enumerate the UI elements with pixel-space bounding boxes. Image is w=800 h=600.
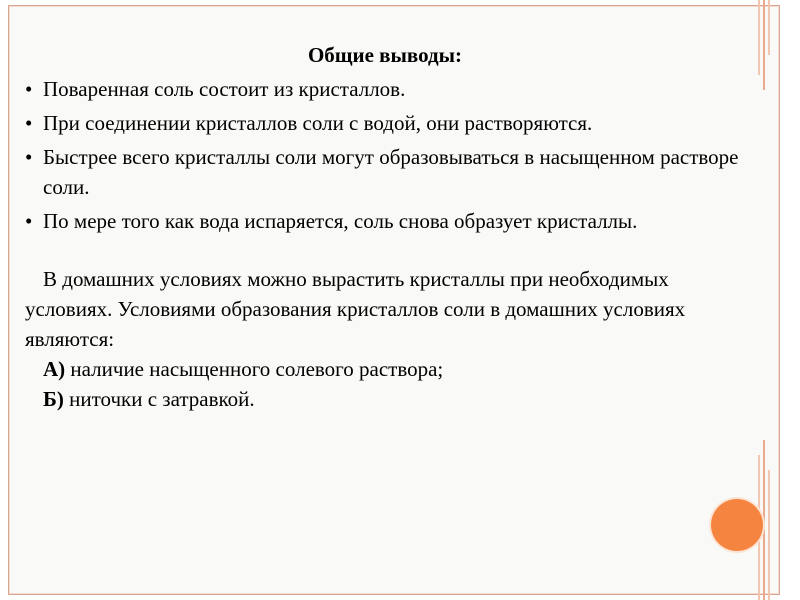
stripe-bottom-3	[768, 470, 770, 600]
list-item: • При соединении кристаллов соли с водой, они растворяются.	[25, 108, 745, 138]
option-a-label: А)	[43, 357, 66, 381]
list-item: • По мере того как вода испаряется, соль снова образует кристаллы.	[25, 206, 745, 236]
stripe-top-3	[768, 0, 770, 55]
list-item: • Быстрее всего кристаллы соли могут образовываться в насыщенном растворе соли.	[25, 142, 745, 202]
list-item: • Поваренная соль состоит из кристаллов.	[25, 74, 745, 104]
option-b-label: Б)	[43, 387, 64, 411]
home-conditions-paragraph: В домашних условиях можно вырастить кристаллы при необходимых условиях. Условиями образования кристаллов соли в домашних условиях являются:	[25, 267, 686, 351]
slide-content	[25, 40, 745, 414]
option-a-text: наличие насыщенного солевого раствора;	[65, 357, 444, 381]
decorative-circle-icon	[711, 499, 763, 551]
decorative-stripes	[758, 0, 776, 600]
stripe-top-1	[758, 0, 760, 75]
stripe-bottom-2	[763, 440, 765, 600]
conclusions-list	[25, 74, 745, 236]
stripe-top-2	[763, 0, 765, 90]
slide-title: Общие выводы:	[307, 43, 463, 67]
option-b	[25, 384, 745, 414]
option-b-text: ниточки с затравкой.	[63, 387, 255, 411]
option-a	[25, 354, 745, 384]
